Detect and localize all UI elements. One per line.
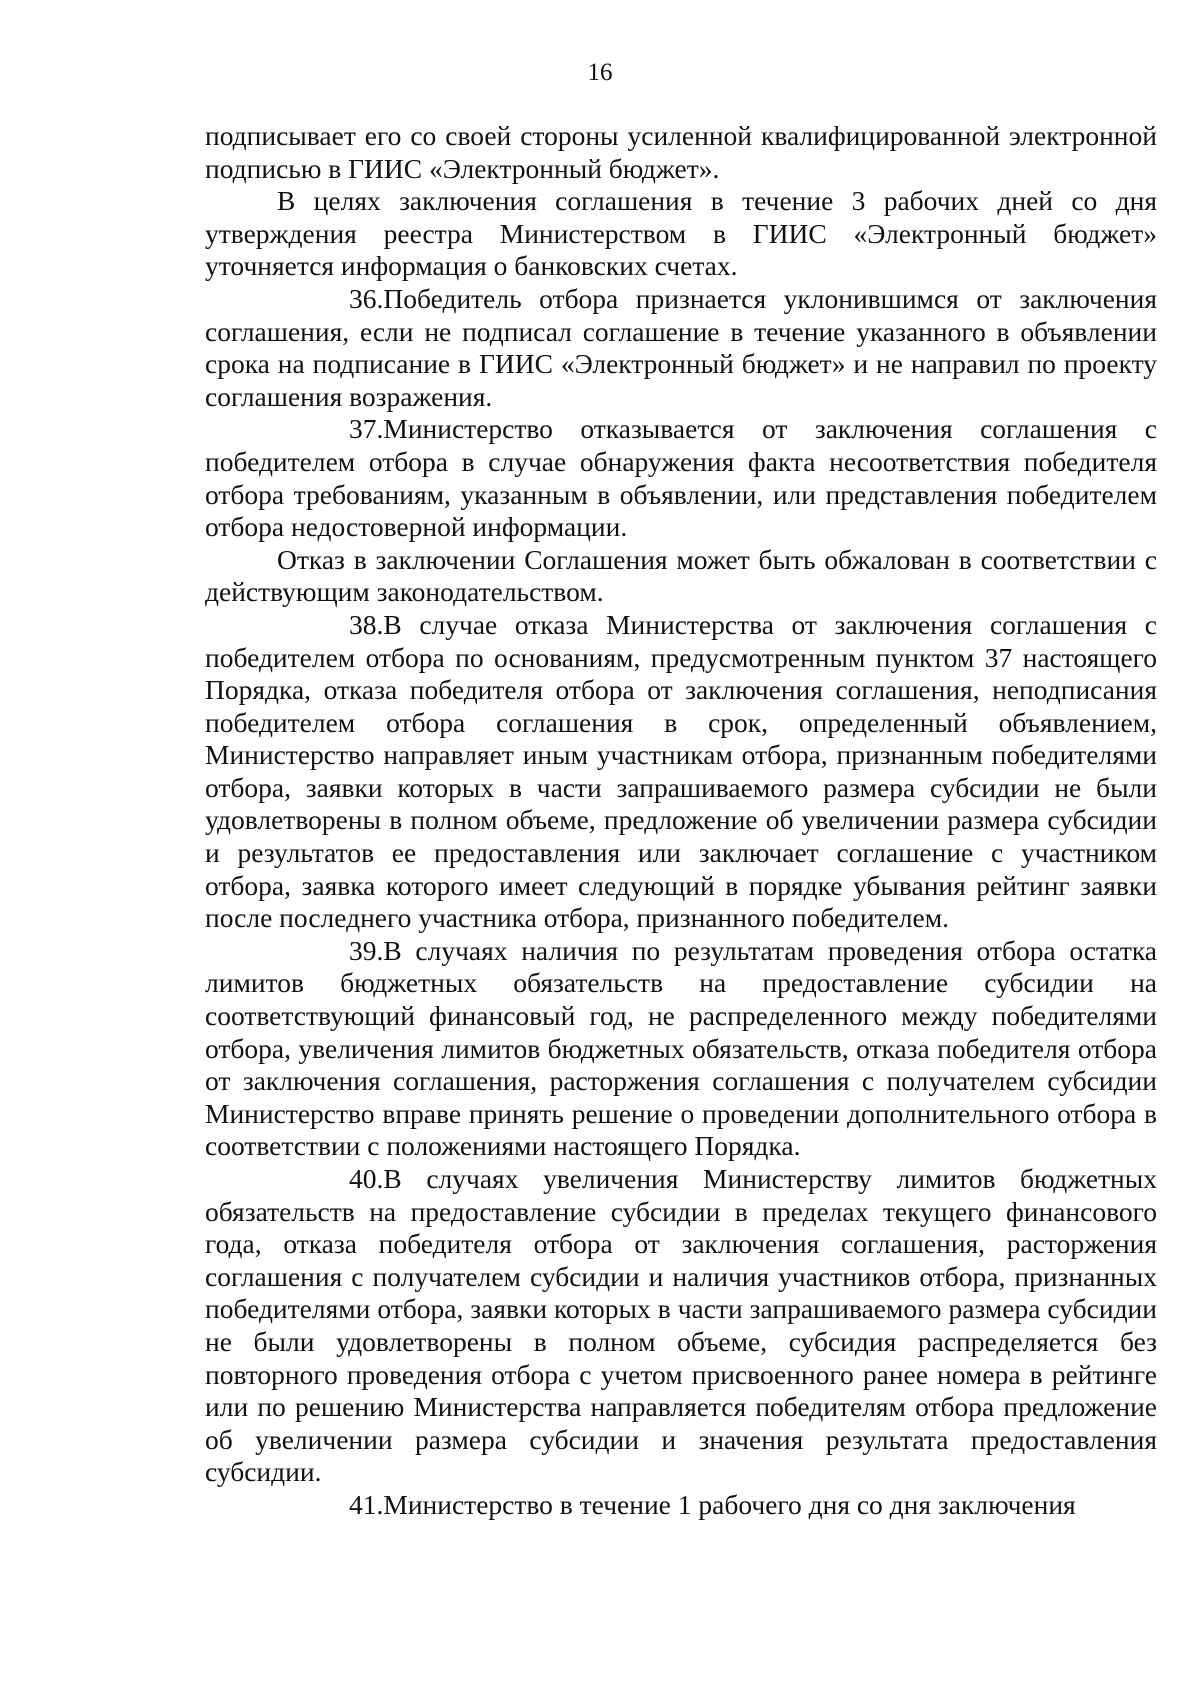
- paragraph-text: Министерство отказывается от заключения соглашения с победителем отбора в случае обнаружения факта несоответствия победителя отбора требованиям, указанным в объявлении, или представления победителем отбора недостоверной информации.: [205, 413, 1157, 543]
- paragraph-number: 37.: [349, 413, 384, 445]
- paragraph: [205, 120, 1157, 185]
- paragraph-number: 38.: [349, 608, 384, 640]
- paragraph-number: 41.: [349, 1488, 384, 1520]
- paragraph: [205, 935, 1157, 1163]
- paragraph: [205, 609, 1157, 935]
- paragraph-number: 39.: [349, 934, 384, 966]
- paragraph-text: В случаях наличия по результатам проведения отбора остатка лимитов бюджетных обязательств на предоставление субсидии на соответствующий финансовый год, не распределенного между победителями отбора, увеличения лимитов бюджетных обязательств, отказа победителя отбора от заключения соглашения, расторжения соглашения с получателем субсидии Министерство вправе принять решение о проведении дополнительного отбора в соответствии с положениями настоящего Порядка.: [205, 934, 1157, 1162]
- paragraph-text: В целях заключения соглашения в течение 3 рабочих дней со дня утверждения реестра Министерством в ГИИС «Электронный бюджет» уточняется информация о банковских счетах.: [205, 185, 1157, 282]
- paragraph-text: подписывает его со своей стороны усиленной квалифицированной электронной подписью в ГИИС «Электронный бюджет».: [205, 120, 1157, 184]
- paragraph-text: В случаях увеличения Министерству лимитов бюджетных обязательств на предоставление субсидии в пределах текущего финансового года, отказа победителя отбора от заключения соглашения, расторжения соглашения с получателем субсидии и наличия участников отбора, признанных победителями отбора, заявки которых в части запрашиваемого размера субсидии не были удовлетворены в полном объеме, субсидия распределяется без повторного проведения отбора с учетом присвоенного ранее номера в рейтинге или по решению Министерства направляется победителям отбора предложение об увеличении размера субсидии и значения результата предоставления субсидии.: [205, 1163, 1157, 1488]
- paragraph: [205, 185, 1157, 283]
- paragraph: [205, 1489, 1157, 1522]
- paragraph-text: Министерство в течение 1 рабочего дня со дня заключения: [383, 1488, 1076, 1520]
- paragraph: [205, 544, 1157, 609]
- paragraph-text: Победитель отбора признается уклонившимся от заключения соглашения, если не подписал соглашение в течение указанного в объявлении срока на подписание в ГИИС «Электронный бюджет» и не направил по проекту соглашения возражения.: [205, 282, 1157, 412]
- page-number: 16: [587, 59, 613, 86]
- paragraph-text: Отказ в заключении Соглашения может быть обжалован в соответствии с действующим законодательством.: [205, 543, 1157, 608]
- paragraph: [205, 413, 1157, 543]
- paragraph-number: 36.: [349, 282, 384, 314]
- paragraph: [205, 283, 1157, 413]
- paragraph-number: 40.: [349, 1163, 384, 1194]
- paragraph-text: В случае отказа Министерства от заключения соглашения с победителем отбора по основаниям, предусмотренным пунктом 37 настоящего Порядка, отказа победителя отбора от заключения соглашения, неподписания победителем отбора соглашения в срок, определенный объявлением, Министерство направляет иным участникам отбора, признанным победителями отбора, заявки которых в части запрашиваемого размера субсидии не были удовлетворены в полном объеме, предложение об увеличении размера субсидии и результатов ее предоставления или заключает соглашение с участником отбора, заявка которого имеет следующий в порядке убывания рейтинг заявки после последнего участника отбора, признанного победителем.: [205, 608, 1157, 934]
- document-body: [205, 120, 1157, 1522]
- paragraph: [205, 1163, 1157, 1489]
